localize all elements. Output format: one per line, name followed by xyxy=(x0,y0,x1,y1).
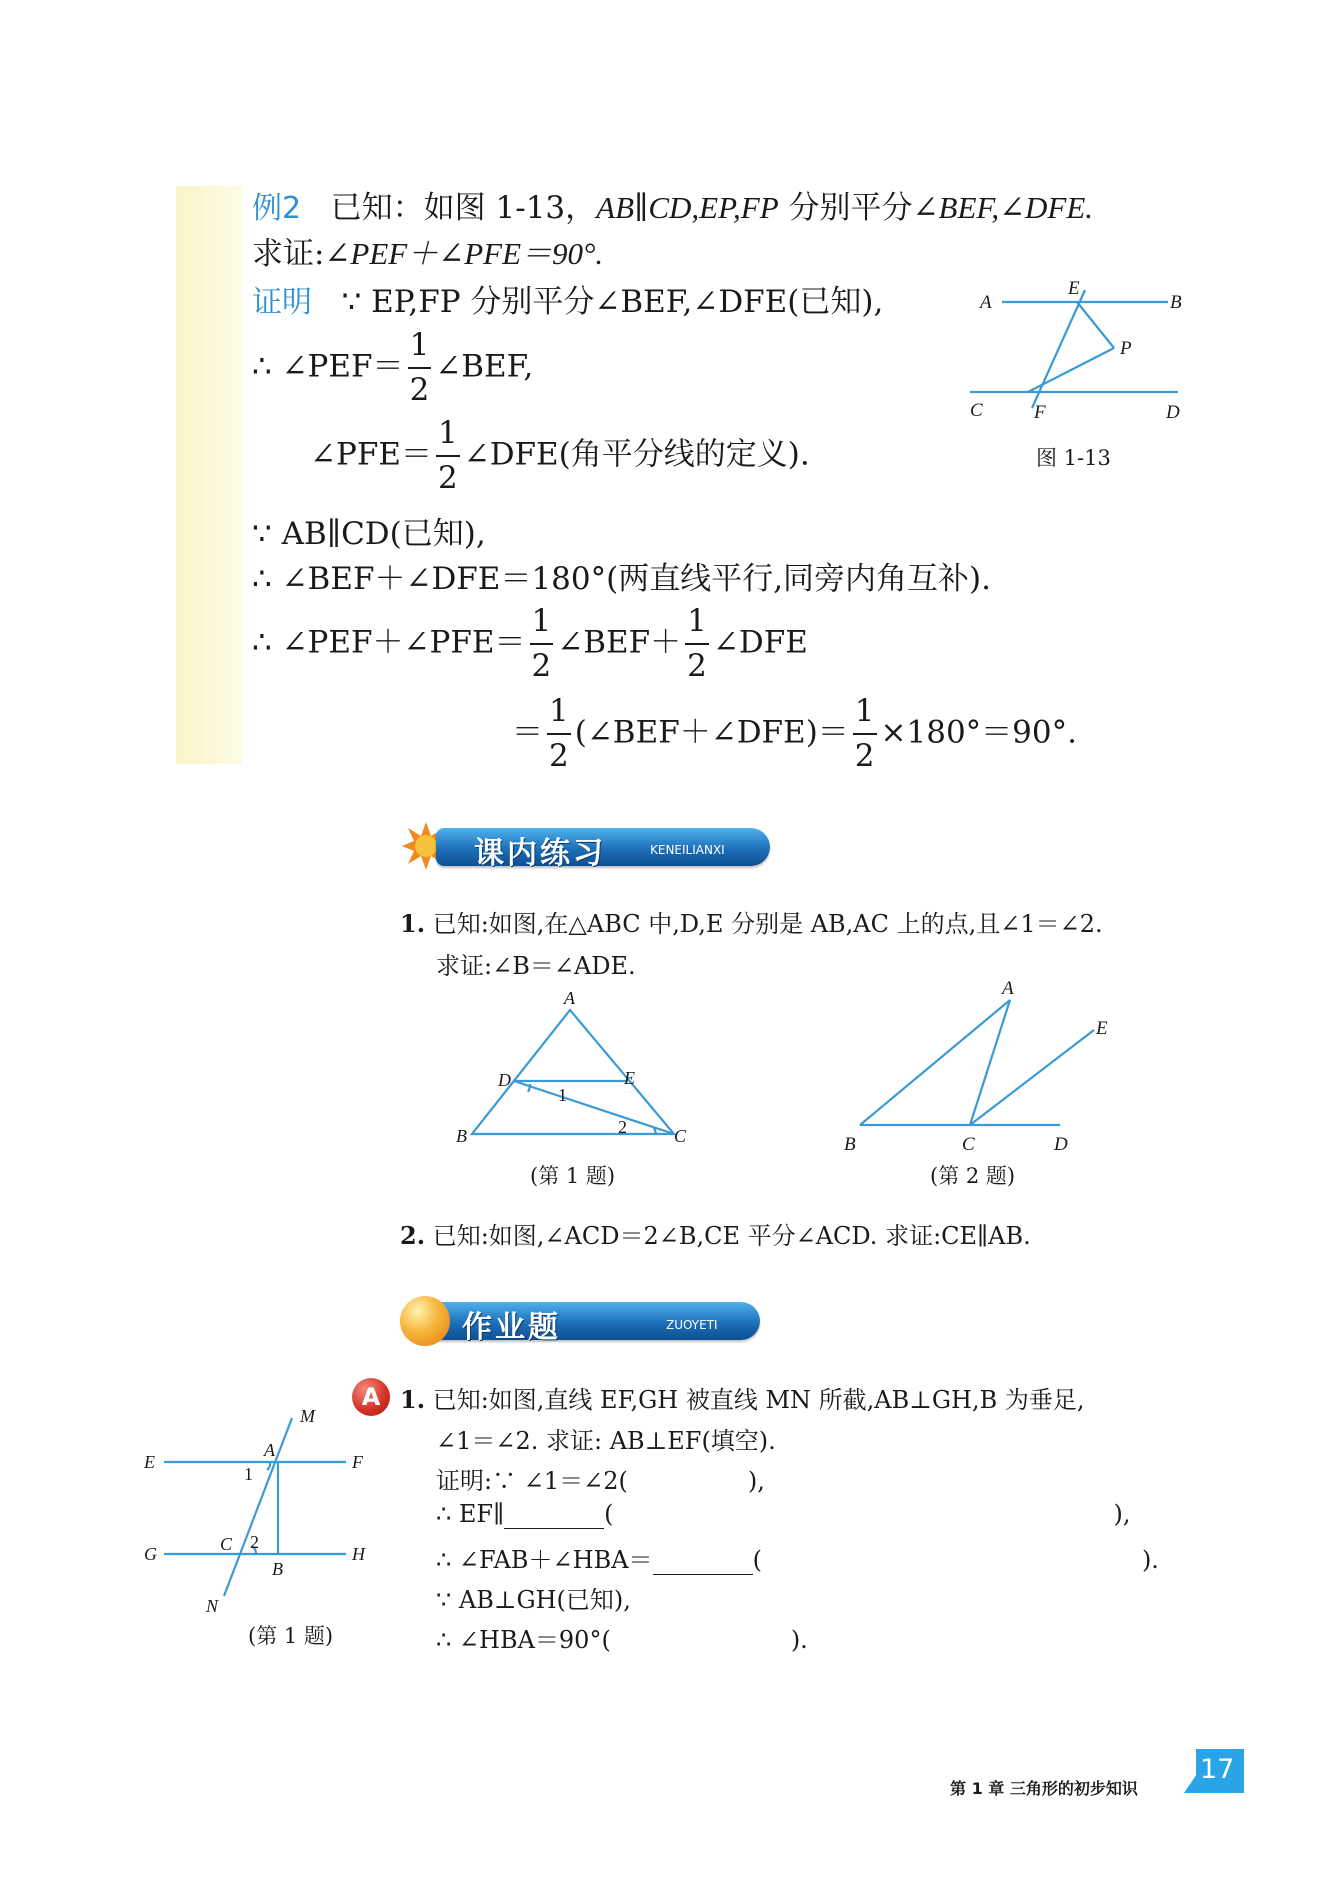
homework-banner xyxy=(400,1296,762,1346)
figure-1-13-caption: 图 1-13 xyxy=(1036,446,1111,470)
fraction: $\frac{1}{2}$ xyxy=(549,693,569,774)
homework-figure-1 xyxy=(140,1400,390,1620)
orb-icon xyxy=(400,1296,450,1346)
homework-figure-1-caption: (第 1 题) xyxy=(248,1624,334,1648)
label-a: A xyxy=(264,1440,275,1460)
label-b: B xyxy=(844,1134,856,1155)
label-d: D xyxy=(1054,1134,1068,1155)
fill-in-blank[interactable] xyxy=(653,1546,753,1575)
label-p: P xyxy=(1120,338,1132,359)
homework-proof-3: ∴ ∠FAB＋∠HBA＝ ( ). xyxy=(436,1546,1159,1574)
label-b: B xyxy=(1170,292,1182,313)
example-given: 例2 已知：如图 1-13，AB∥CD,EP,FP 分别平分∠BEF,∠DFE. xyxy=(252,190,1094,226)
practice-figure-2 xyxy=(840,970,1130,1160)
segment-ac xyxy=(970,1000,1010,1125)
line-ef xyxy=(1032,290,1085,408)
proof-line-7: ＝ $\frac{1}{2}$ (∠BEF＋∠DFE)＝ $\frac{1}{2}$ ×180°＝90°. xyxy=(512,693,1077,774)
proof-label: 证明 xyxy=(252,285,312,320)
label-e: E xyxy=(1068,278,1080,299)
proof-line-6: ∴ ∠PEF＋∠PFE＝ $\frac{1}{2}$ ∠BEF＋ $\frac{1}{2}$ ∠DFE xyxy=(252,603,808,684)
proof-line-4: ∵ AB∥CD(已知), xyxy=(252,516,486,552)
fraction: $\frac{1}{2}$ xyxy=(687,603,707,684)
angle-2-label: 2 xyxy=(250,1532,259,1552)
label-n: N xyxy=(206,1596,219,1616)
label-f: F xyxy=(352,1452,363,1472)
example-label: 例2 xyxy=(252,191,302,226)
fraction: $\frac{1}{2}$ xyxy=(854,693,875,774)
ray-ce xyxy=(970,1030,1094,1125)
label-e: E xyxy=(624,1068,635,1088)
angle-1-label: 1 xyxy=(558,1085,567,1105)
label-a: A xyxy=(980,292,992,313)
proof-line-3: ∠PFE＝ $\frac{1}{2}$ ∠DFE(角平分线的定义). xyxy=(310,415,810,496)
practice-banner-subtitle: KENEILIANXI xyxy=(650,843,725,857)
homework-q1: 1. 已知:如图,直线 EF,GH 被直线 MN 所截,AB⊥GH,B 为垂足, xyxy=(400,1385,1085,1414)
practice-figure-2-caption: (第 2 题) xyxy=(930,1164,1016,1188)
example-prove: 求证:∠PEF＋∠PFE＝90°. xyxy=(252,236,604,272)
label-d: D xyxy=(498,1070,511,1090)
level-a-badge: A xyxy=(352,1378,390,1416)
angle-2-label: 2 xyxy=(618,1117,627,1137)
label-a: A xyxy=(1002,978,1014,999)
segment-ep xyxy=(1077,302,1114,348)
practice-figure-1 xyxy=(452,990,692,1160)
label-b: B xyxy=(272,1559,283,1579)
homework-proof-4: ∵ AB⊥GH(已知), xyxy=(436,1586,631,1614)
practice-figure-1-caption: (第 1 题) xyxy=(530,1164,616,1188)
label-h: H xyxy=(352,1544,365,1564)
label-b: B xyxy=(456,1126,467,1146)
fraction: $\frac{1}{2}$ xyxy=(531,603,552,684)
homework-q1-line2: ∠1＝∠2. 求证: AB⊥EF(填空). xyxy=(436,1427,776,1455)
homework-proof-2: ∴ EF∥ ( ), xyxy=(436,1500,1131,1528)
homework-proof-5: ∴ ∠HBA＝90°( ). xyxy=(436,1626,808,1654)
practice-q2: 2. 已知:如图,∠ACD＝2∠B,CE 平分∠ACD. 求证:CE∥AB. xyxy=(400,1221,1031,1250)
label-c: C xyxy=(220,1534,233,1554)
angle-1-label: 1 xyxy=(244,1464,253,1484)
label-m: M xyxy=(300,1406,315,1426)
practice-q1-prove: 求证:∠B＝∠ADE. xyxy=(436,952,636,980)
page-number: 17 xyxy=(1200,1754,1235,1785)
practice-q1: 1. 已知:如图,在△ABC 中,D,E 分别是 AB,AC 上的点,且∠1＝∠2. xyxy=(400,909,1103,938)
fraction: $\frac{1}{2}$ xyxy=(409,327,430,408)
label-c: C xyxy=(970,400,983,421)
proof-line-2: ∴ ∠PEF＝ $\frac{1}{2}$ ∠BEF, xyxy=(252,327,534,408)
label-c: C xyxy=(674,1126,687,1146)
homework-proof-1: 证明:∵ ∠1＝∠2( ), xyxy=(436,1467,765,1495)
segment-fp xyxy=(1028,348,1114,392)
label-c: C xyxy=(962,1134,975,1155)
figure-1-13 xyxy=(970,270,1210,470)
segment-dc xyxy=(514,1081,674,1134)
fill-in-blank[interactable] xyxy=(504,1500,604,1529)
label-e: E xyxy=(144,1452,155,1472)
label-d: D xyxy=(1166,402,1180,423)
proof-line-1: 证明 ∵ EP,FP 分别平分∠BEF,∠DFE(已知), xyxy=(252,284,884,320)
label-a: A xyxy=(564,990,575,1008)
label-f: F xyxy=(1034,402,1046,423)
label-e: E xyxy=(1096,1018,1108,1039)
chapter-footer: 第 1 章 三角形的初步知识 xyxy=(950,1779,1138,1798)
fraction: $\frac{1}{2}$ xyxy=(437,415,458,496)
proof-line-5: ∴ ∠BEF＋∠DFE＝180°(两直线平行,同旁内角互补). xyxy=(252,561,992,597)
label-g: G xyxy=(144,1544,157,1564)
practice-banner xyxy=(402,822,772,870)
homework-banner-subtitle: ZUOYETI xyxy=(666,1318,718,1332)
segment-ba xyxy=(860,1000,1010,1125)
homework-banner-title: 作业题 xyxy=(462,1310,561,1345)
practice-banner-title: 课内练习 xyxy=(474,836,606,871)
example-sidebar xyxy=(176,186,242,764)
